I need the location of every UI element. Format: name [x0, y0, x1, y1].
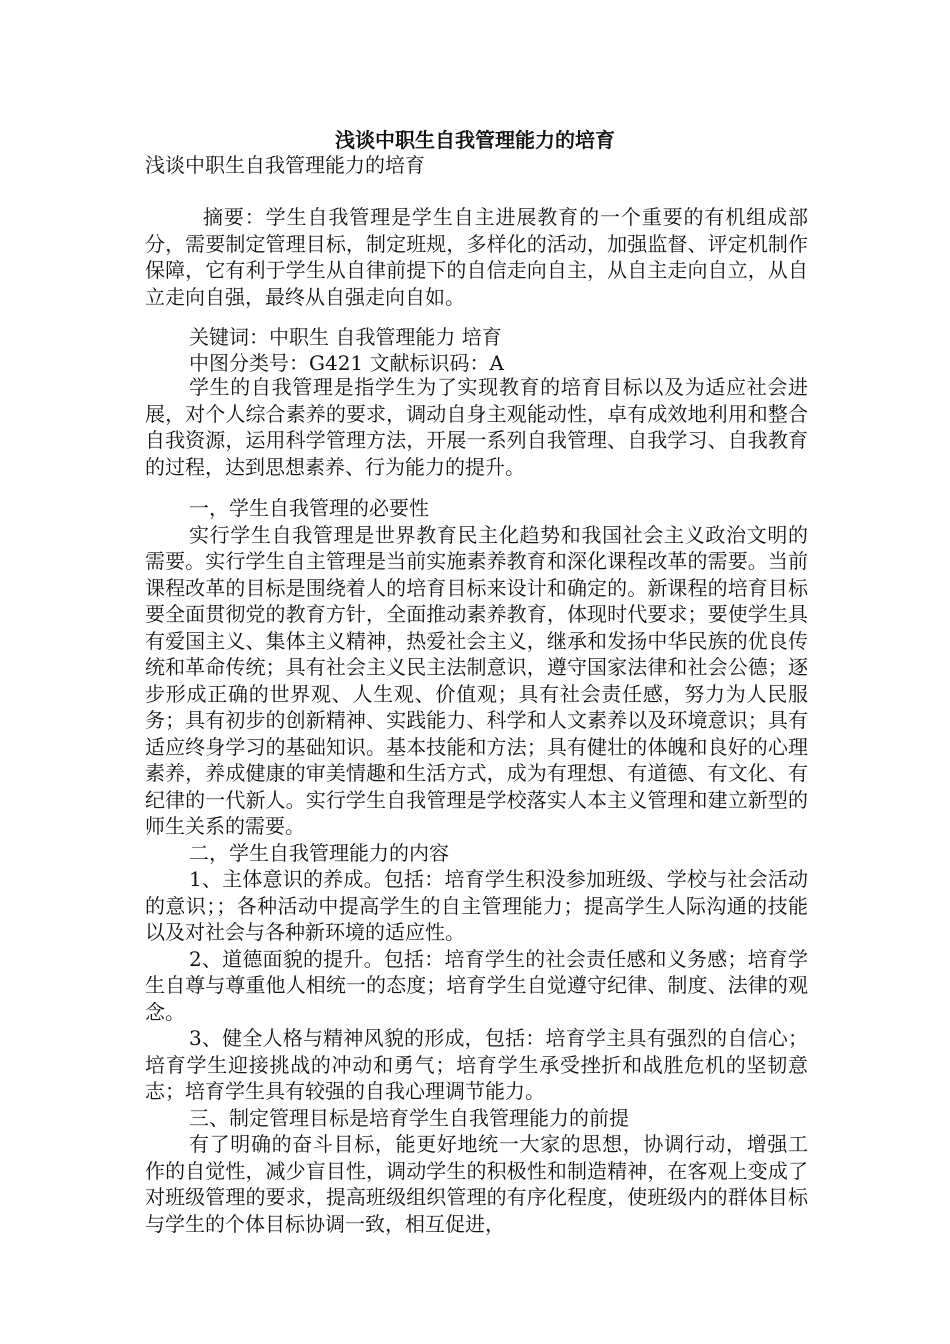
section1-paragraph: 实行学生自我管理是世界教育民主化趋势和我国社会主义政治文明的需要。实行学生自主管理是当前实施素养教育和深化课程改革的需要。当前课程改革的目标是围绕着人的培育目标来设计和确定的。新课程的培育目标要全面贯彻党的教育方针，全面推动素养教育，体现时代要求；要使学生具有爱国主义、集体主义精神，热爱社会主义，继承和发扬中华民族的优良传统和革命传统；具有社会主义民主法制意识，遵守国家法律和社会公德；逐步形成正确的世界观、人生观、价值观；具有社会责任感，努力为人民服务；具有初步的创新精神、实践能力、科学和人文素养以及环境意识；具有适应终身学习的基础知识。基本技能和方法；具有健壮的体魄和良好的心理素养，养成健康的审美情趣和生活方式，成为有理想、有道德、有文化、有纪律的一代新人。实行学生自我管理是学校落实人本主义管理和建立新型的师生关系的需要。 [145, 522, 808, 838]
intro-block [145, 374, 808, 480]
section2-item-1: 1、主体意识的养成。包括：培育学生积没参加班级、学校与社会活动的意识；；各种活动中提高学生的自主管理能力；提高学生人际沟通的技能以及对社会与各种新环境的适应性。 [145, 867, 808, 944]
intro-paragraph: 学生的自我管理是指学生为了实现教育的培育目标以及为适应社会进展，对个人综合素养的要求，调动自身主观能动性，卓有成效地利用和整合自我资源，运用科学管理方法，开展一系列自我管理、自我学习、自我教育的过程，达到思想素养、行为能力的提升。 [145, 375, 808, 479]
abstract-paragraph: 摘要：学生自我管理是学生自主进展教育的一个重要的有机组成部分，需要制定管理目标，制定班规，多样化的活动，加强监督、评定机制作保障，它有利于学生从自律前提下的自信走向自主，从自主走向自立，从自立走向自强，最终从自强走向自如。 [145, 205, 808, 309]
classification-line: 中图分类号：G421 文献标识码：A [189, 351, 504, 375]
section2-item-2: 2、道德面貌的提升。包括：培育学生的社会责任感和义务感；培育学生自尊与尊重他人相统一的态度；培育学生自觉遵守纪律、制度、法律的观念。 [145, 946, 808, 1024]
document-subtitle: 浅谈中职生自我管理能力的培育 [145, 153, 425, 177]
metadata-block [145, 324, 808, 351]
section2-heading: 二，学生自我管理能力的内容 [189, 840, 449, 865]
section3-heading: 三、制定管理目标是培育学生自我管理能力的前提 [189, 1105, 629, 1130]
body-sections [145, 495, 808, 1237]
keywords-line: 关键词：中职生 自我管理能力 培育 [189, 325, 502, 349]
section3-paragraph: 有了明确的奋斗目标，能更好地统一大家的思想，协调行动，增强工作的自觉性，减少盲目性，调动学生的积极性和制造精神，在客观上变成了对班级管理的要求，提高班级组织管理的有序化程度，使班级内的群体目标与学生的个体目标协调一致，相互促进， [145, 1132, 808, 1236]
section2-item-3: 3、健全人格与精神风貌的形成，包括：培育学主具有强烈的自信心；培育学生迎接挑战的冲动和勇气；培育学生承受挫折和战胜危机的坚韧意志；培育学生具有较强的自我心理调节能力。 [145, 1026, 808, 1103]
abstract-block [145, 204, 808, 310]
document-title: 浅谈中职生自我管理能力的培育 [335, 128, 615, 152]
section1-heading: 一，学生自我管理的必要性 [189, 496, 429, 520]
classification-block [145, 350, 808, 377]
